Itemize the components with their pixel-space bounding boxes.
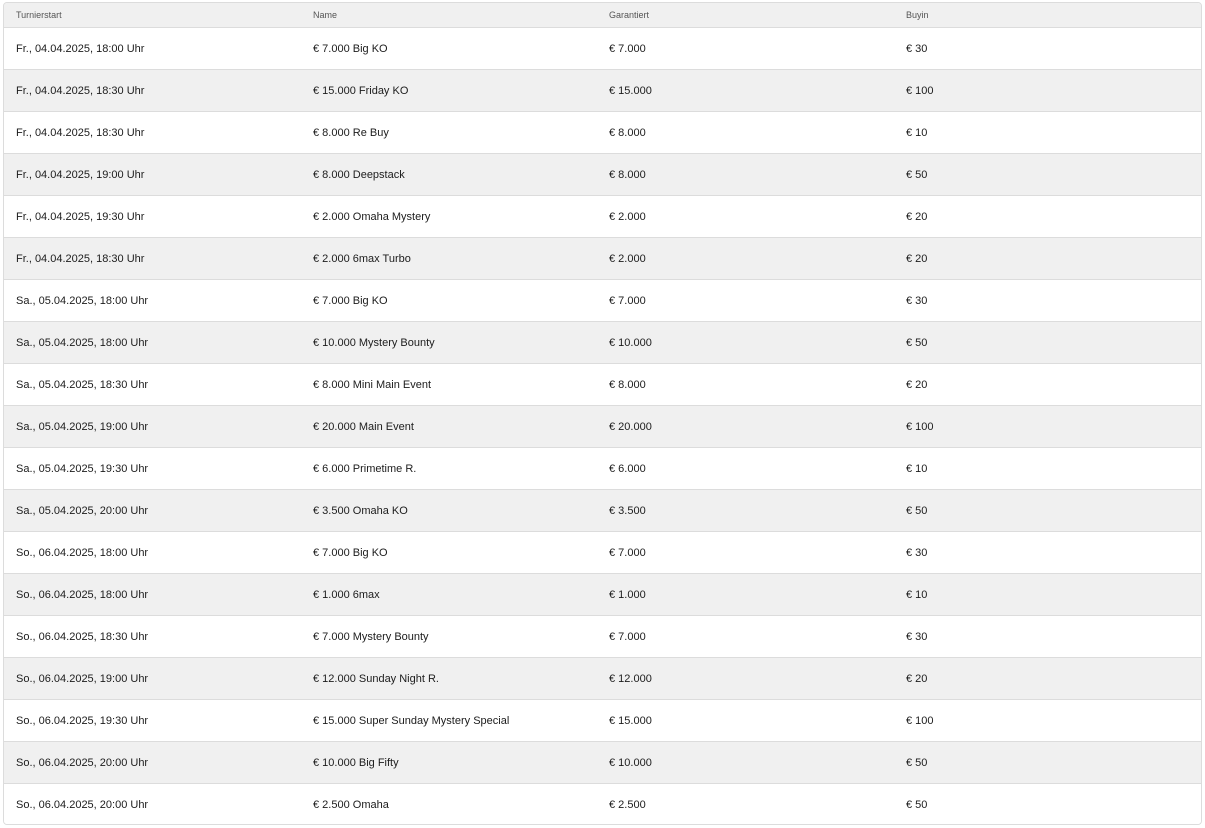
cell-guaranteed: € 7.000: [609, 546, 646, 559]
table-row[interactable]: [4, 616, 1201, 658]
cell-guaranteed: € 7.000: [609, 630, 646, 643]
cell-start: Fr., 04.04.2025, 18:30 Uhr: [16, 84, 145, 97]
cell-name: € 10.000 Mystery Bounty: [313, 336, 435, 349]
cell-buyin: € 50: [906, 799, 928, 811]
cell-name: € 8.000 Mini Main Event: [313, 378, 432, 391]
table-row[interactable]: [4, 574, 1201, 616]
table-row[interactable]: [4, 28, 1201, 70]
cell-start: Sa., 05.04.2025, 19:30 Uhr: [16, 462, 149, 475]
cell-guaranteed: € 8.000: [609, 126, 646, 139]
cell-guaranteed: € 12.000: [609, 672, 652, 685]
cell-buyin: € 10: [906, 462, 928, 475]
table-body: [4, 28, 1201, 825]
cell-buyin: € 50: [906, 504, 928, 517]
cell-guaranteed: € 7.000: [609, 294, 646, 307]
table-row[interactable]: [4, 406, 1201, 448]
table-header: [4, 3, 1201, 28]
cell-buyin: € 30: [906, 42, 928, 55]
cell-start: Sa., 05.04.2025, 18:00 Uhr: [16, 336, 149, 349]
column-header-guaranteed[interactable]: Garantiert: [609, 10, 650, 20]
cell-guaranteed: € 10.000: [609, 756, 652, 769]
cell-name: € 7.000 Big KO: [313, 42, 388, 55]
cell-buyin: € 50: [906, 336, 928, 349]
table-row[interactable]: [4, 238, 1201, 280]
cell-name: € 10.000 Big Fifty: [313, 756, 399, 769]
table-row[interactable]: [4, 700, 1201, 742]
table-row[interactable]: [4, 322, 1201, 364]
cell-name: € 2.000 6max Turbo: [313, 252, 411, 265]
cell-name: € 12.000 Sunday Night R.: [313, 672, 439, 685]
cell-guaranteed: € 2.000: [609, 252, 646, 265]
column-header-buyin[interactable]: Buyin: [906, 10, 929, 20]
column-header-name[interactable]: Name: [313, 10, 338, 20]
cell-name: € 7.000 Big KO: [313, 294, 388, 307]
cell-start: Sa., 05.04.2025, 20:00 Uhr: [16, 504, 149, 517]
cell-buyin: € 10: [906, 588, 928, 601]
cell-start: Sa., 05.04.2025, 18:00 Uhr: [16, 294, 149, 307]
cell-name: € 1.000 6max: [313, 588, 380, 601]
cell-guaranteed: € 7.000: [609, 42, 646, 55]
table-row[interactable]: [4, 112, 1201, 154]
cell-start: So., 06.04.2025, 18:00 Uhr: [16, 546, 149, 559]
cell-start: So., 06.04.2025, 19:00 Uhr: [16, 672, 149, 685]
cell-start: Fr., 04.04.2025, 18:30 Uhr: [16, 252, 145, 265]
cell-name: € 7.000 Big KO: [313, 546, 388, 559]
cell-guaranteed: € 8.000: [609, 168, 646, 181]
cell-guaranteed: € 2.500: [609, 799, 646, 811]
cell-buyin: € 20: [906, 378, 928, 391]
cell-buyin: € 30: [906, 546, 928, 559]
table-row[interactable]: [4, 70, 1201, 112]
cell-buyin: € 10: [906, 126, 928, 139]
cell-guaranteed: € 1.000: [609, 588, 646, 601]
cell-start: So., 06.04.2025, 19:30 Uhr: [16, 714, 149, 727]
cell-guaranteed: € 6.000: [609, 462, 646, 475]
cell-name: € 6.000 Primetime R.: [313, 462, 417, 475]
table-row[interactable]: [4, 280, 1201, 322]
table-row[interactable]: [4, 448, 1201, 490]
cell-name: € 2.500 Omaha: [313, 799, 389, 811]
cell-buyin: € 100: [906, 420, 934, 433]
table-row[interactable]: [4, 196, 1201, 238]
cell-name: € 8.000 Deepstack: [313, 168, 405, 181]
table-row[interactable]: [4, 364, 1201, 406]
cell-buyin: € 20: [906, 252, 928, 265]
cell-name: € 20.000 Main Event: [313, 420, 414, 433]
cell-buyin: € 50: [906, 168, 928, 181]
cell-name: € 15.000 Super Sunday Mystery Special: [313, 714, 510, 727]
cell-guaranteed: € 10.000: [609, 336, 652, 349]
table-row[interactable]: [4, 742, 1201, 784]
cell-guaranteed: € 8.000: [609, 378, 646, 391]
cell-name: € 2.000 Omaha Mystery: [313, 210, 431, 223]
cell-guaranteed: € 3.500: [609, 504, 646, 517]
cell-start: So., 06.04.2025, 20:00 Uhr: [16, 799, 149, 811]
cell-buyin: € 20: [906, 672, 928, 685]
cell-buyin: € 50: [906, 756, 928, 769]
cell-guaranteed: € 15.000: [609, 714, 652, 727]
table-row[interactable]: [4, 658, 1201, 700]
cell-start: So., 06.04.2025, 20:00 Uhr: [16, 756, 149, 769]
cell-start: Fr., 04.04.2025, 18:00 Uhr: [16, 42, 145, 55]
table-row[interactable]: [4, 784, 1201, 825]
table-row[interactable]: [4, 490, 1201, 532]
cell-buyin: € 100: [906, 84, 934, 97]
cell-guaranteed: € 15.000: [609, 84, 652, 97]
cell-start: Sa., 05.04.2025, 18:30 Uhr: [16, 378, 149, 391]
cell-buyin: € 30: [906, 630, 928, 643]
cell-name: € 3.500 Omaha KO: [313, 504, 408, 517]
cell-guaranteed: € 20.000: [609, 420, 652, 433]
cell-guaranteed: € 2.000: [609, 210, 646, 223]
cell-start: Fr., 04.04.2025, 18:30 Uhr: [16, 126, 145, 139]
cell-start: So., 06.04.2025, 18:30 Uhr: [16, 630, 149, 643]
cell-name: € 15.000 Friday KO: [313, 84, 409, 97]
cell-buyin: € 30: [906, 294, 928, 307]
tournament-table: [3, 2, 1202, 825]
cell-start: Fr., 04.04.2025, 19:00 Uhr: [16, 168, 145, 181]
cell-start: Sa., 05.04.2025, 19:00 Uhr: [16, 420, 149, 433]
cell-buyin: € 100: [906, 714, 934, 727]
table-row[interactable]: [4, 154, 1201, 196]
cell-start: So., 06.04.2025, 18:00 Uhr: [16, 588, 149, 601]
cell-buyin: € 20: [906, 210, 928, 223]
cell-name: € 8.000 Re Buy: [313, 126, 389, 139]
table-row[interactable]: [4, 532, 1201, 574]
cell-name: € 7.000 Mystery Bounty: [313, 630, 429, 643]
column-header-start[interactable]: Turnierstart: [16, 10, 62, 20]
cell-start: Fr., 04.04.2025, 19:30 Uhr: [16, 210, 145, 223]
